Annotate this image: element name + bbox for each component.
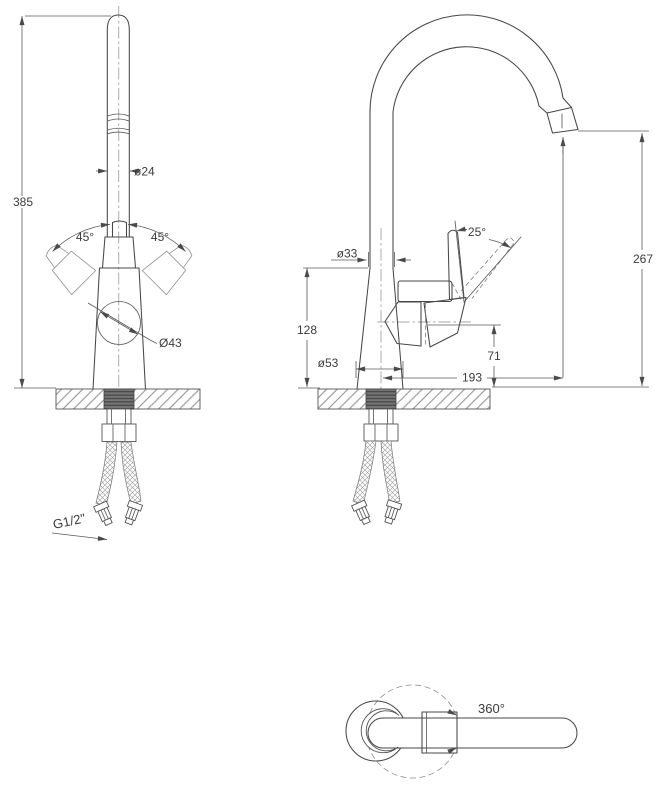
side-base-diameter-label: ø53	[317, 356, 339, 370]
front-spout-tube	[107, 15, 129, 237]
side-dim-body-height	[297, 268, 368, 388]
front-hose-fitting-left	[94, 501, 116, 527]
front-mounting-nut	[102, 424, 136, 442]
side-reach-label: 193	[461, 370, 483, 385]
top-view	[346, 685, 577, 778]
side-dim-handle-angle	[455, 221, 521, 302]
front-dim-thread	[52, 510, 107, 539]
side-view	[297, 15, 653, 526]
front-undermount	[94, 409, 143, 527]
side-spout-nozzle	[547, 108, 578, 134]
front-swing-right-label: 45°	[150, 230, 170, 244]
side-mounting-nut	[364, 424, 398, 441]
front-thread-label: G1/2"	[51, 510, 87, 532]
side-spout-column	[370, 110, 393, 268]
side-dim-outlet-height	[492, 131, 653, 387]
side-hose-left	[353, 441, 376, 505]
side-threaded-shank	[366, 389, 396, 409]
side-dim-reach	[383, 371, 563, 385]
side-body-height-label: 128	[296, 323, 318, 337]
top-rotation-label: 360°	[478, 701, 505, 716]
front-handle-ghost-right	[142, 237, 200, 295]
side-valve-height-label: 71	[487, 349, 501, 363]
side-body-cone	[357, 268, 403, 389]
side-handle-ghost	[461, 238, 515, 298]
front-spout-diameter-label: ø24	[134, 164, 155, 179]
side-hose-fitting-right	[382, 500, 402, 525]
front-hose-fitting-right	[122, 501, 143, 526]
front-handle-ghost-left	[38, 237, 96, 295]
front-threaded-shank	[104, 389, 134, 409]
side-outlet-height-label: 267	[632, 252, 654, 266]
side-dim-neck-diameter	[331, 247, 411, 268]
side-hose-right	[381, 441, 400, 504]
side-handle	[448, 230, 515, 299]
front-dim-spout-diameter	[96, 165, 155, 179]
front-body	[93, 268, 146, 390]
front-view	[13, 6, 200, 540]
front-hose-left	[96, 442, 117, 506]
front-height-label: 385	[12, 195, 34, 209]
side-neck-diameter-label: ø33	[336, 246, 358, 261]
side-countertop	[318, 389, 490, 409]
side-handle-angle-label: 25°	[467, 225, 487, 239]
front-swing-left-label: 45°	[75, 230, 95, 244]
side-undermount	[352, 409, 402, 526]
side-hose-fitting-left	[352, 500, 374, 526]
top-spout-bar	[368, 718, 577, 748]
front-hose-right	[121, 442, 141, 504]
front-body-diameter-label: Ø43	[159, 336, 182, 350]
front-aerator-rings	[108, 114, 130, 134]
